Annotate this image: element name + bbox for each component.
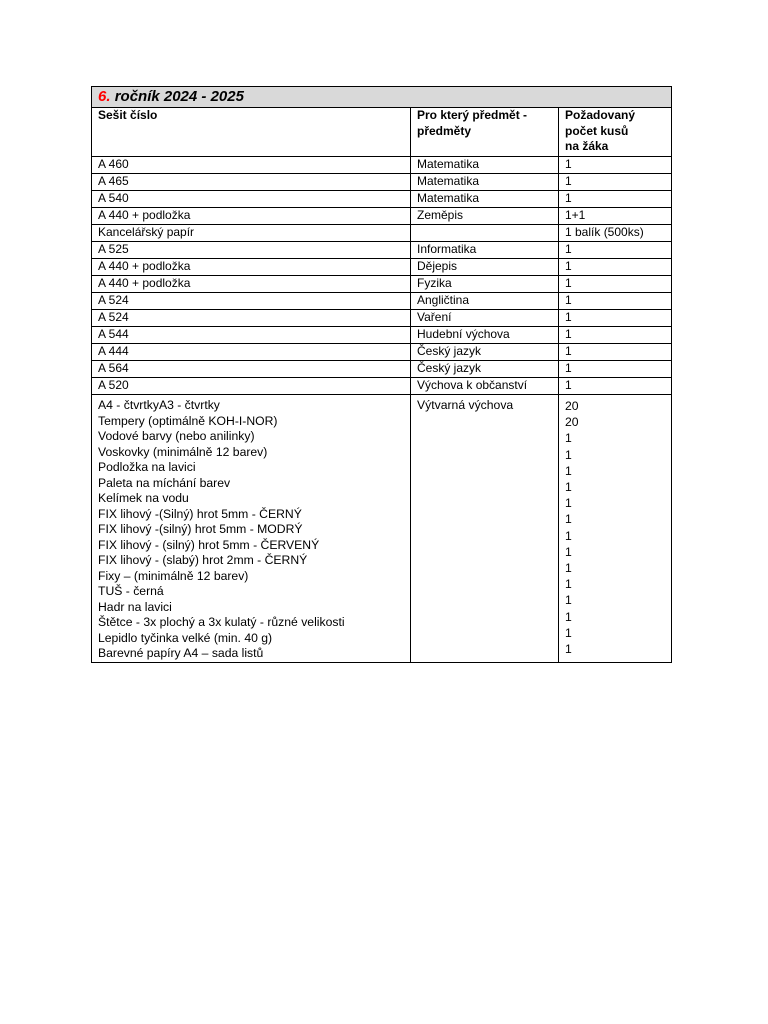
art-item: Barevné papíry A4 – sada listů <box>98 646 264 660</box>
grade-number: 6. <box>98 88 111 105</box>
subject-cell: Výchova k občanství <box>411 378 559 395</box>
subject-cell: Český jazyk <box>411 361 559 378</box>
quantity-cell: 1 <box>559 174 672 191</box>
table-row <box>92 327 672 344</box>
art-item: Štětce - 3x plochý a 3x kulatý - různé velikosti <box>98 615 345 629</box>
quantity-cell: 1 <box>559 327 672 344</box>
art-items-cell <box>92 395 411 663</box>
art-quantity: 1 <box>565 642 572 657</box>
header-quantity <box>559 108 672 157</box>
subject-cell: Informatika <box>411 242 559 259</box>
quantity-cell: 1 balík (500ks) <box>559 225 672 242</box>
art-quantity: 1 <box>565 544 572 559</box>
subject-cell: Matematika <box>411 174 559 191</box>
table-row <box>92 344 672 361</box>
notebook-cell: A 440 + podložka <box>92 276 411 293</box>
art-item: Tempery (optimálně KOH-I-NOR) <box>98 413 278 428</box>
subject-cell: Angličtina <box>411 293 559 310</box>
art-quantity: 1 <box>565 496 572 511</box>
quantity-cell: 1 <box>559 378 672 395</box>
art-quantity: 1 <box>565 512 572 527</box>
table-row <box>92 208 672 225</box>
art-item: FIX lihový - (silný) hrot 5mm - ČERVENÝ <box>98 537 320 552</box>
subject-cell: Matematika <box>411 191 559 208</box>
header-notebook <box>92 108 411 157</box>
notebook-cell: A 520 <box>92 378 411 395</box>
art-subject: Výtvarná výchova <box>417 398 514 412</box>
header-subject-line-2: předměty <box>417 123 472 138</box>
subject-cell: Hudební výchova <box>411 327 559 344</box>
art-subject-cell <box>411 395 559 663</box>
quantity-cell: 1 <box>559 191 672 208</box>
grade-year: ročník 2024 - 2025 <box>114 88 244 105</box>
subject-cell: Matematika <box>411 157 559 174</box>
art-quantity: 20 <box>565 399 579 413</box>
notebook-cell: A 524 <box>92 310 411 327</box>
art-quantities-cell <box>559 395 672 663</box>
quantity-cell: 1 <box>559 361 672 378</box>
header-subject <box>411 108 559 157</box>
table-row <box>92 293 672 310</box>
art-item: Paleta na míchání barev <box>98 475 231 490</box>
art-item: FIX lihový -(silný) hrot 5mm - MODRÝ <box>98 522 303 536</box>
table-title <box>92 87 672 108</box>
art-item: Vodové barvy (nebo anilinky) <box>98 429 255 443</box>
notebook-cell: A 544 <box>92 327 411 344</box>
art-quantity: 1 <box>565 561 572 576</box>
art-quantity: 1 <box>565 625 572 640</box>
header-subject-line-1: Pro který předmět - <box>417 108 528 122</box>
art-item: TUŠ - černá <box>98 584 164 598</box>
quantity-cell: 1 <box>559 157 672 174</box>
art-quantity: 1 <box>565 593 572 608</box>
table-row <box>92 361 672 378</box>
notebook-cell: A 444 <box>92 344 411 361</box>
notebook-cell: A 465 <box>92 174 411 191</box>
art-quantity: 1 <box>565 447 572 462</box>
table-row <box>92 157 672 174</box>
supplies-table <box>91 86 672 663</box>
art-item: Kelímek na vodu <box>98 491 189 505</box>
art-item: Hadr na lavici <box>98 599 172 614</box>
notebook-cell: A 564 <box>92 361 411 378</box>
notebook-cell: A 525 <box>92 242 411 259</box>
quantity-cell: 1 <box>559 310 672 327</box>
table-row <box>92 276 672 293</box>
notebook-cell: A 524 <box>92 293 411 310</box>
notebook-cell: A 540 <box>92 191 411 208</box>
table-row <box>92 242 672 259</box>
quantity-cell: 1 <box>559 276 672 293</box>
table-body <box>92 87 672 663</box>
art-quantity: 1 <box>565 577 572 592</box>
notebook-cell: A 440 + podložka <box>92 208 411 225</box>
art-item: Voskovky (minimálně 12 barev) <box>98 444 268 459</box>
art-quantity: 1 <box>565 463 572 478</box>
quantity-cell: 1 <box>559 344 672 361</box>
notebook-cell: A 460 <box>92 157 411 174</box>
subject-cell: Zeměpis <box>411 208 559 225</box>
header-row <box>92 108 672 157</box>
art-item: Lepidlo tyčinka velké (min. 40 g) <box>98 630 273 645</box>
art-quantity: 1 <box>565 431 572 446</box>
art-quantity: 1 <box>565 480 572 495</box>
subject-cell <box>411 225 559 242</box>
header-quantity-line-1: Požadovaný <box>565 108 636 122</box>
subject-cell: Český jazyk <box>411 344 559 361</box>
table-row <box>92 191 672 208</box>
table-row <box>92 259 672 276</box>
table-row <box>92 310 672 327</box>
art-item: FIX lihový -(Silný) hrot 5mm - ČERNÝ <box>98 506 302 521</box>
header-quantity-line-3: na žáka <box>565 139 609 153</box>
art-item: A4 - čtvrtkyA3 - čtvrtky <box>98 398 220 412</box>
subject-cell: Fyzika <box>411 276 559 293</box>
subject-cell: Dějepis <box>411 259 559 276</box>
art-quantity: 1 <box>565 609 572 624</box>
quantity-cell: 1 <box>559 242 672 259</box>
art-item: Podložka na lavici <box>98 460 196 474</box>
notebook-cell: A 440 + podložka <box>92 259 411 276</box>
art-quantity: 20 <box>565 415 579 430</box>
table-row <box>92 378 672 395</box>
title-row <box>92 87 672 108</box>
art-item: Fixy – (minimálně 12 barev) <box>98 568 249 583</box>
quantity-cell: 1+1 <box>559 208 672 225</box>
header-quantity-line-2: počet kusů <box>565 123 629 138</box>
subject-cell: Vaření <box>411 310 559 327</box>
header-notebook-label: Sešit číslo <box>98 108 158 122</box>
table-row <box>92 174 672 191</box>
quantity-cell: 1 <box>559 259 672 276</box>
quantity-cell: 1 <box>559 293 672 310</box>
table-row <box>92 225 672 242</box>
art-supplies-row <box>92 395 672 663</box>
art-quantity: 1 <box>565 528 572 543</box>
art-item: FIX lihový - (slabý) hrot 2mm - ČERNÝ <box>98 553 308 567</box>
notebook-cell: Kancelářský papír <box>92 225 411 242</box>
